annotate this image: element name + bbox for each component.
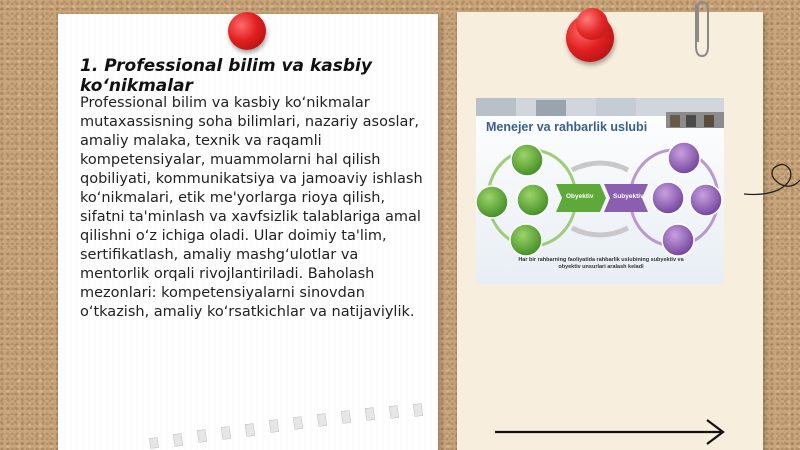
push-pin-icon	[228, 12, 266, 50]
swirl-doodle-icon	[744, 150, 800, 210]
diagram-caption: Har bir rahbarning faoliyatida rahbarlik uslubining subyektiv va obyektiv unsurlari aralash keladi	[518, 257, 684, 270]
paper-clip-icon	[688, 0, 712, 60]
leadership-style-diagram	[476, 98, 724, 284]
arrow-right-icon	[493, 416, 728, 446]
subyektiv-label: Subyektiv	[613, 193, 644, 200]
card-body-text: Professional bilim va kasbiy ko‘nikmalar mutaxassisning soha bilimlari, nazariy asoslar, amaliy malaka, texnik va raqamli kompetensiyalar, muammolarni hal qilish qobiliyati, kommunikatsiya va jamoaviy ishlash ko‘nikmalari, etik me'yorlarga rioya qilish, sifatni ta'minlash va xavfsizlik talablariga amal qilishni o‘z ichiga oladi. Ular doimiy ta'lim, sertifikatlash, amaliy mashg‘ulotlar va mentorlik orqali rivojlantiriladi. Baholash mezonlari: kompetensiyalarni sinovdan o‘tkazish, amaliy ko‘rsatkichlar va natijaviylik.	[80, 95, 423, 320]
obyektiv-label: Obyektiv	[566, 193, 594, 200]
torn-edge-decoration	[140, 400, 440, 450]
card-title: 1. Professional bilim va kasbiy ko‘nikmalar	[80, 56, 372, 96]
diagram-title: Menejer va rahbarlik uslubi	[486, 120, 648, 134]
push-pin-icon	[566, 14, 614, 62]
